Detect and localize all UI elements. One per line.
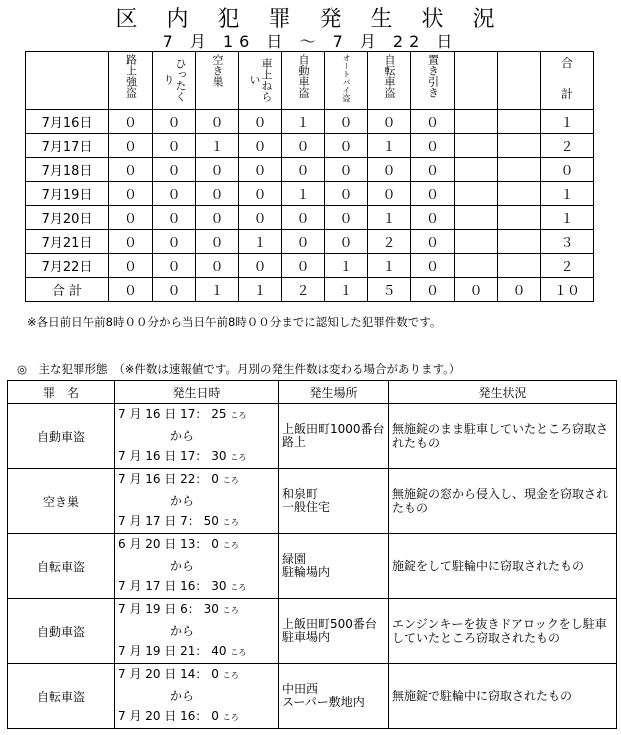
page-title: 区 内 犯 罪 発 生 状 況 xyxy=(115,7,506,32)
column-header xyxy=(411,52,455,110)
column-header xyxy=(282,52,325,110)
cases-column-header: 発生状況 xyxy=(389,381,617,404)
count-cell: ０ xyxy=(153,134,196,158)
column-header-label: 自転車盗 xyxy=(383,54,396,98)
datetime-from xyxy=(118,469,275,491)
count-cell: ２ xyxy=(368,230,411,254)
period-range: 7 月 16 日 ～ 7 月 22 日 xyxy=(162,32,459,51)
count-cell: ０ xyxy=(282,230,325,254)
location-text: 上飯田町1000番台 路上 xyxy=(282,422,385,449)
count-cell xyxy=(455,206,498,230)
count-cell: ２ xyxy=(541,134,594,158)
occurrence-situation: エンジンキーを抜きドアロックをし駐車していたところ窃取されたもの xyxy=(389,599,617,664)
stats-row xyxy=(26,158,594,182)
count-cell xyxy=(498,254,541,278)
case-row xyxy=(8,469,617,534)
count-cell: １ xyxy=(282,110,325,134)
datetime-to xyxy=(118,641,275,663)
crime-name: 空き巣 xyxy=(8,469,115,534)
row-date: 7月20日 xyxy=(26,206,109,230)
total-cell: ０ xyxy=(411,278,455,302)
count-cell: ０ xyxy=(239,206,282,230)
count-cell: ０ xyxy=(109,230,153,254)
occurrence-datetime xyxy=(115,664,279,729)
koro-label: ころ xyxy=(222,518,239,527)
koro-label: ころ xyxy=(230,453,247,462)
count-cell xyxy=(455,134,498,158)
count-cell: ０ xyxy=(411,134,455,158)
count-cell xyxy=(455,110,498,134)
row-date: 7月17日 xyxy=(26,134,109,158)
column-header-label: 路上強盗 xyxy=(124,54,138,98)
count-cell: ０ xyxy=(153,254,196,278)
row-date: 7月21日 xyxy=(26,230,109,254)
column-header-label: 空き巣 xyxy=(211,54,224,87)
row-date: 7月19日 xyxy=(26,182,109,206)
count-cell: １ xyxy=(541,206,594,230)
count-cell: ０ xyxy=(282,134,325,158)
count-cell: １ xyxy=(368,134,411,158)
count-cell: ０ xyxy=(196,230,239,254)
stats-total-row xyxy=(26,278,594,302)
occurrence-location xyxy=(279,534,389,599)
to-text: 7 月 20 日 16： 0 xyxy=(118,709,219,723)
count-cell xyxy=(498,182,541,206)
total-label: 合 計 xyxy=(26,278,109,302)
occurrence-situation: 無施錠のまま駐車していたところ窃取されたもの xyxy=(389,404,617,469)
crime-name: 自動車盗 xyxy=(8,599,115,664)
datetime-to xyxy=(118,446,275,468)
total-cell: ２ xyxy=(282,278,325,302)
koro-label: ころ xyxy=(222,541,239,550)
stats-note: ※各日前日午前8時００分から当日午前8時００分までに認知した犯罪件数です。 xyxy=(27,315,442,329)
count-cell: ０ xyxy=(411,182,455,206)
count-cell xyxy=(498,110,541,134)
count-cell xyxy=(498,158,541,182)
occurrence-location xyxy=(279,599,389,664)
count-cell: ０ xyxy=(325,230,368,254)
column-header xyxy=(368,52,411,110)
count-cell: ０ xyxy=(411,254,455,278)
count-cell: ０ xyxy=(325,158,368,182)
location-text: 和泉町 一般住宅 xyxy=(282,487,331,514)
stats-row xyxy=(26,110,594,134)
occurrence-location xyxy=(279,664,389,729)
koro-label: ころ xyxy=(230,583,247,592)
row-date: 7月18日 xyxy=(26,158,109,182)
location-text: 中田西 スーパー敷地内 xyxy=(282,682,365,709)
occurrence-situation: 施錠をして駐輪中に窃取されたもの xyxy=(389,534,617,599)
total-cell: ０ xyxy=(498,278,541,302)
column-header xyxy=(498,52,541,110)
column-header xyxy=(239,52,282,110)
cases-table xyxy=(7,380,617,729)
count-cell: ０ xyxy=(153,230,196,254)
count-cell: １ xyxy=(368,254,411,278)
datetime-kara: から xyxy=(170,624,195,638)
count-cell: ０ xyxy=(368,182,411,206)
count-cell: １ xyxy=(541,182,594,206)
stats-row xyxy=(26,254,594,278)
stats-row xyxy=(26,182,594,206)
stats-row xyxy=(26,134,594,158)
count-cell: ０ xyxy=(239,182,282,206)
column-header xyxy=(325,52,368,110)
occurrence-location xyxy=(279,469,389,534)
occurrence-datetime xyxy=(115,469,279,534)
row-date: 7月22日 xyxy=(26,254,109,278)
datetime-kara: から xyxy=(170,494,195,508)
count-cell: ０ xyxy=(109,206,153,230)
count-cell: ０ xyxy=(325,182,368,206)
count-cell: ０ xyxy=(109,182,153,206)
datetime-from xyxy=(118,599,275,621)
count-cell: ３ xyxy=(541,230,594,254)
crime-name: 自動車盗 xyxy=(8,404,115,469)
datetime-from xyxy=(118,664,275,686)
count-cell xyxy=(498,206,541,230)
count-cell: ０ xyxy=(109,134,153,158)
crime-name: 自転車盗 xyxy=(8,664,115,729)
to-text: 7 月 16 日 17： 30 xyxy=(118,449,227,463)
column-header-label: 置き引き xyxy=(426,54,440,98)
cases-column-header: 罪 名 xyxy=(8,381,115,404)
total-cell: １ xyxy=(325,278,368,302)
count-cell: ０ xyxy=(153,182,196,206)
count-cell xyxy=(498,134,541,158)
count-cell: ０ xyxy=(153,158,196,182)
count-cell: １ xyxy=(368,206,411,230)
datetime-kara: から xyxy=(170,559,195,573)
cases-header-row xyxy=(8,381,617,404)
count-cell: ２ xyxy=(541,254,594,278)
count-cell: ０ xyxy=(196,158,239,182)
count-cell: ０ xyxy=(325,134,368,158)
total-cell: ０ xyxy=(109,278,153,302)
total-header-char: 合 xyxy=(560,56,573,70)
cases-column-header: 発生場所 xyxy=(279,381,389,404)
occurrence-datetime xyxy=(115,534,279,599)
koro-label: ころ xyxy=(230,411,247,420)
total-cell: ０ xyxy=(153,278,196,302)
count-cell: ０ xyxy=(325,110,368,134)
datetime-to xyxy=(118,511,275,533)
from-text: 7 月 16 日 22： 0 xyxy=(118,472,219,486)
koro-label: ころ xyxy=(230,648,247,657)
total-cell: ５ xyxy=(368,278,411,302)
count-cell: ０ xyxy=(368,158,411,182)
total-cell: １０ xyxy=(541,278,594,302)
count-cell: ０ xyxy=(196,182,239,206)
koro-label: ころ xyxy=(222,476,239,485)
count-cell: ０ xyxy=(109,158,153,182)
count-cell: ０ xyxy=(153,206,196,230)
column-header-label: オートバイ盗 xyxy=(342,54,351,102)
location-text: 緑園 駐輪場内 xyxy=(282,552,331,579)
count-cell: ０ xyxy=(411,110,455,134)
count-cell xyxy=(455,158,498,182)
count-cell: １ xyxy=(239,230,282,254)
stats-row xyxy=(26,206,594,230)
occurrence-datetime xyxy=(115,404,279,469)
from-text: 6 月 20 日 13： 0 xyxy=(118,537,219,551)
location-text: 上飯田町500番台 駐車場内 xyxy=(282,617,377,644)
occurrence-situation: 無施錠の窓から侵入し、現金を窃取されたもの xyxy=(389,469,617,534)
count-cell: １ xyxy=(282,182,325,206)
to-text: 7 月 17 日 16： 30 xyxy=(118,579,227,593)
count-cell: ０ xyxy=(411,158,455,182)
total-column-header xyxy=(541,52,593,102)
count-cell xyxy=(455,230,498,254)
to-text: 7 月 19 日 21： 40 xyxy=(118,644,227,658)
total-cell: １ xyxy=(196,278,239,302)
count-cell: ０ xyxy=(541,158,594,182)
column-header xyxy=(455,52,498,110)
to-text: 7 月 17 日 7： 50 xyxy=(118,514,219,528)
datetime-from xyxy=(118,404,275,426)
datetime-from xyxy=(118,534,275,556)
count-cell: ０ xyxy=(196,254,239,278)
count-cell: １ xyxy=(325,254,368,278)
case-row xyxy=(8,664,617,729)
column-header xyxy=(196,52,239,110)
count-cell: ０ xyxy=(411,206,455,230)
stats-row xyxy=(26,230,594,254)
cases-column-header: 発生日時 xyxy=(115,381,279,404)
section-title: ◎ 主な犯罪形態 （※件数は速報値です。月別の発生件数は変わる場合があります。） xyxy=(17,362,461,376)
stats-header-row xyxy=(26,52,594,110)
count-cell: ０ xyxy=(368,110,411,134)
count-cell: ０ xyxy=(196,206,239,230)
occurrence-datetime xyxy=(115,599,279,664)
total-header-char: 計 xyxy=(560,87,573,101)
count-cell: ０ xyxy=(239,110,282,134)
count-cell: ０ xyxy=(239,158,282,182)
count-cell xyxy=(498,230,541,254)
count-cell xyxy=(455,182,498,206)
occurrence-situation: 無施錠で駐輪中に窃取されたもの xyxy=(389,664,617,729)
case-row xyxy=(8,599,617,664)
count-cell: ０ xyxy=(153,110,196,134)
total-cell: ０ xyxy=(455,278,498,302)
column-header-label: ひったくり xyxy=(162,57,187,102)
column-header xyxy=(153,52,196,110)
row-date: 7月16日 xyxy=(26,110,109,134)
crime-stats-table xyxy=(25,51,594,302)
datetime-kara: から xyxy=(170,689,195,703)
count-cell: １ xyxy=(541,110,594,134)
column-header-label: 自動車盗 xyxy=(297,54,310,98)
from-text: 7 月 19 日 6： 30 xyxy=(118,602,219,616)
datetime-to xyxy=(118,576,275,598)
count-cell: ０ xyxy=(411,230,455,254)
count-cell: ０ xyxy=(109,254,153,278)
count-cell xyxy=(455,254,498,278)
count-cell: ０ xyxy=(325,206,368,230)
count-cell: １ xyxy=(196,134,239,158)
count-cell: ０ xyxy=(239,254,282,278)
datetime-to xyxy=(118,706,275,728)
case-row xyxy=(8,534,617,599)
crime-name: 自転車盗 xyxy=(8,534,115,599)
column-header-label: 車上ねらい xyxy=(248,57,273,102)
occurrence-location xyxy=(279,404,389,469)
count-cell: ０ xyxy=(239,134,282,158)
count-cell: ０ xyxy=(282,158,325,182)
count-cell: ０ xyxy=(282,254,325,278)
from-text: 7 月 20 日 14： 0 xyxy=(118,667,219,681)
koro-label: ころ xyxy=(222,606,239,615)
from-text: 7 月 16 日 17： 25 xyxy=(118,407,227,421)
column-header xyxy=(541,52,594,110)
count-cell: ０ xyxy=(196,110,239,134)
column-header xyxy=(109,52,153,110)
koro-label: ころ xyxy=(222,671,239,680)
koro-label: ころ xyxy=(222,713,239,722)
count-cell: ０ xyxy=(109,110,153,134)
datetime-kara: から xyxy=(170,429,195,443)
case-row xyxy=(8,404,617,469)
count-cell: ０ xyxy=(282,206,325,230)
header-corner xyxy=(26,52,109,110)
total-cell: １ xyxy=(239,278,282,302)
